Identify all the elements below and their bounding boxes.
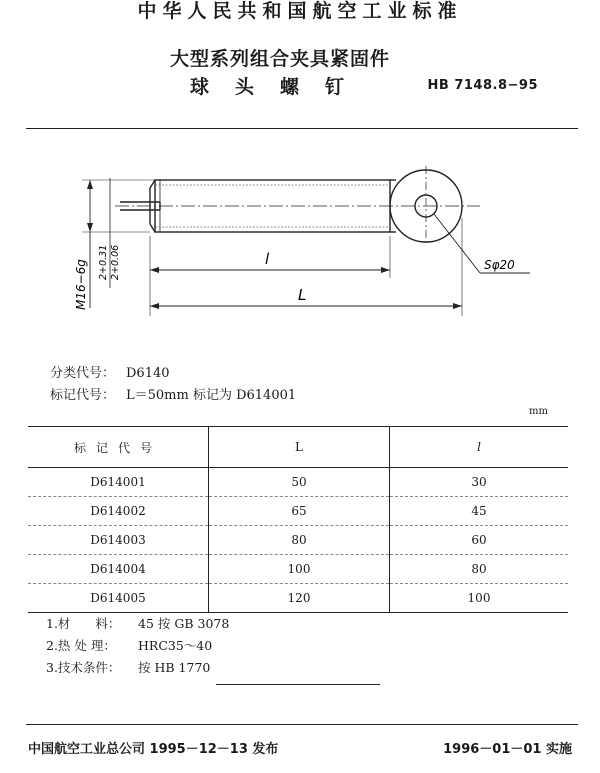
document-subtitle: 球头螺钉 xyxy=(189,76,370,98)
cell-mark-code: D614002 xyxy=(28,497,209,526)
note-material: 1.材 料： 45 按 GB 3078 xyxy=(46,616,230,631)
specification-table xyxy=(28,426,568,613)
table-row xyxy=(28,468,568,497)
unit-label: mm xyxy=(529,406,548,417)
classification-label: 分类代号： xyxy=(50,366,116,381)
standard-organization: 中华人民共和国航空工业标准 xyxy=(137,0,463,22)
issue-date: 中国航空工业总公司 1995－12－13 发布 xyxy=(28,742,279,757)
thread-label: M16−6g xyxy=(74,259,88,310)
table-row xyxy=(28,497,568,526)
cell-length-L: 65 xyxy=(209,497,390,526)
notes-end-rule xyxy=(216,684,380,685)
marking-line xyxy=(50,384,296,403)
dimension-L-label: L xyxy=(298,286,307,304)
ball-head-screw-drawing xyxy=(60,158,580,338)
cell-length-L: 80 xyxy=(209,526,390,555)
marking-value: L＝50mm 标记为 D614001 xyxy=(126,388,297,403)
cell-length-l: 60 xyxy=(390,526,569,555)
cell-length-l: 30 xyxy=(390,468,569,497)
standard-code: HB 7148.8−95 xyxy=(427,78,538,93)
ball-diameter-label: Sφ20 xyxy=(484,258,515,272)
note-heat-treatment: 2.热 处 理： HRC35～40 xyxy=(46,638,213,653)
cell-mark-code: D614001 xyxy=(28,468,209,497)
cell-mark-code: D614005 xyxy=(28,584,209,613)
cell-length-l: 100 xyxy=(390,584,569,613)
note-technical-conditions: 3.技术条件： 按 HB 1770 xyxy=(46,660,211,675)
cell-length-L: 120 xyxy=(209,584,390,613)
table-row xyxy=(28,526,568,555)
header-length-L: L xyxy=(209,427,390,468)
cell-length-l: 80 xyxy=(390,555,569,584)
table-row xyxy=(28,555,568,584)
classification-line xyxy=(50,362,170,381)
footer-rule xyxy=(26,724,578,725)
effective-date: 1996－01－01 实施 xyxy=(443,742,572,757)
marking-label: 标记代号： xyxy=(50,388,116,403)
cell-length-L: 100 xyxy=(209,555,390,584)
table-header-row xyxy=(28,427,568,468)
cell-length-l: 45 xyxy=(390,497,569,526)
classification-value: D6140 xyxy=(126,366,170,381)
tolerance-lower-label: 2+0.06 xyxy=(110,244,121,280)
header-mark-code: 标记代号 xyxy=(28,427,209,468)
header-rule xyxy=(26,128,578,129)
tolerance-upper-label: 2+0.31 xyxy=(98,244,109,280)
cell-length-L: 50 xyxy=(209,468,390,497)
dimension-l-label: l xyxy=(265,250,270,268)
header-length-l: l xyxy=(477,440,481,454)
cell-mark-code: D614004 xyxy=(28,555,209,584)
cell-mark-code: D614003 xyxy=(28,526,209,555)
document-title: 大型系列组合夹具紧固件 xyxy=(169,48,390,70)
table-row xyxy=(28,584,568,613)
